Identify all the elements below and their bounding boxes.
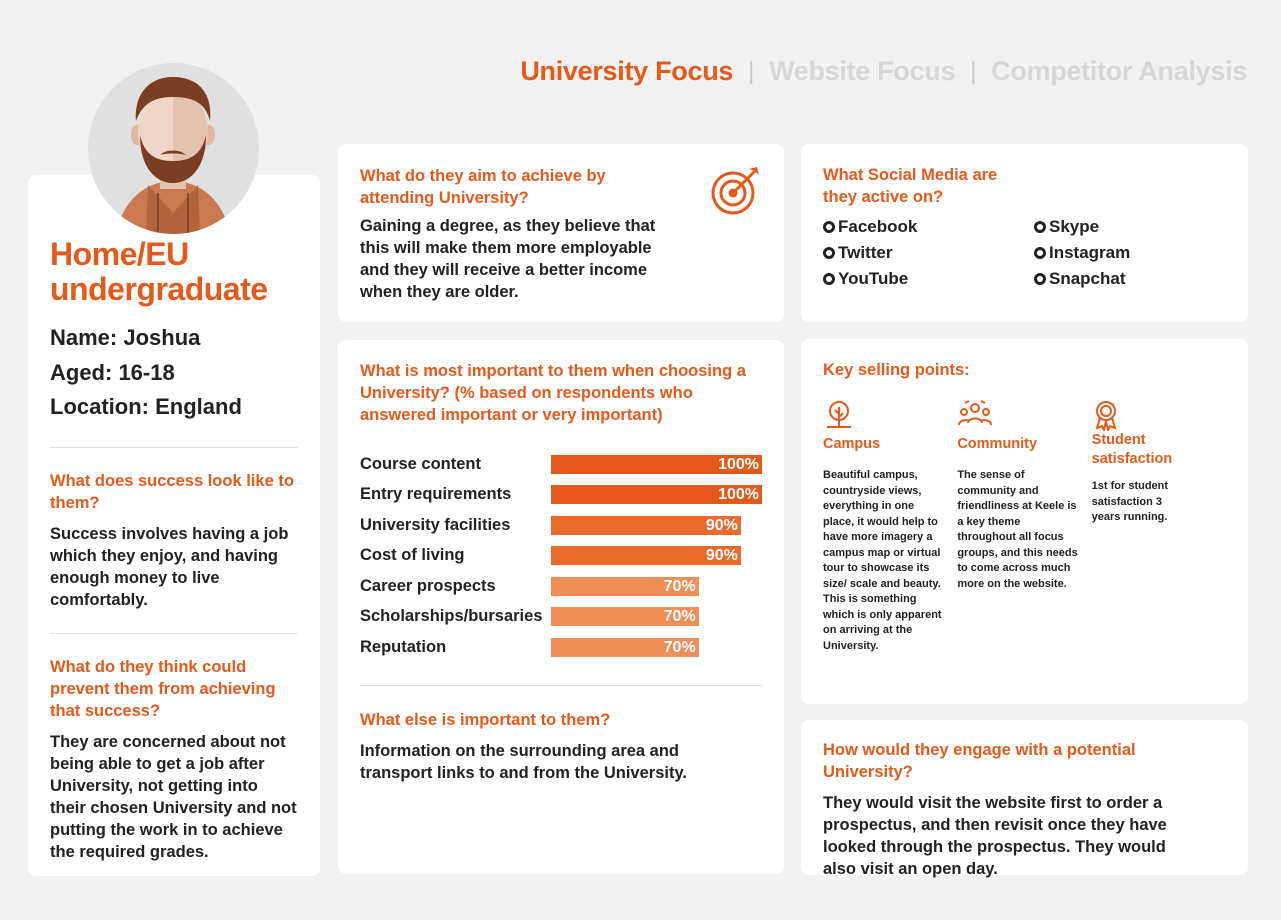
selling-point-title: Student satisfaction xyxy=(1091,432,1173,467)
else-section xyxy=(360,686,762,784)
instagram-icon xyxy=(1034,247,1046,259)
social-label: YouTube xyxy=(838,269,909,288)
importance-question: What is most important to them when choosing a University? (% based on respondents who answered important or very important) xyxy=(360,362,746,424)
prevent-answer: They are concerned about not being able to get a job after University, not getting into their chosen University and not putting the work in to achieve the required grades. xyxy=(50,732,297,861)
bar-row xyxy=(360,632,762,663)
award-icon xyxy=(1092,399,1120,431)
bar-track xyxy=(551,455,762,474)
community-icon xyxy=(957,399,993,431)
tree-icon xyxy=(823,399,855,431)
social-label: Twitter xyxy=(838,243,893,262)
success-answer: Success involves having a job which they enjoy, and having enough money to live comfortably. xyxy=(50,524,289,609)
engage-card xyxy=(801,720,1248,878)
importance-bar-chart xyxy=(360,449,762,663)
bar-label: Career prospects xyxy=(360,576,496,595)
selling-points xyxy=(823,399,1226,654)
importance-card xyxy=(338,340,784,874)
bar-value-label: 70% xyxy=(663,608,696,626)
bar-value-label: 70% xyxy=(663,577,696,595)
bar-label: Entry requirements xyxy=(360,485,512,504)
social-label: Instagram xyxy=(1049,243,1131,262)
else-answer: Information on the surrounding area and transport links to and from the University. xyxy=(360,741,687,782)
bar-row xyxy=(360,480,762,511)
bar-label: University facilities xyxy=(360,515,511,534)
persona-profile-card xyxy=(28,175,320,876)
tab-university-focus[interactable]: University Focus xyxy=(520,56,734,86)
success-section xyxy=(50,448,298,611)
bar-track xyxy=(551,485,762,504)
bar-track xyxy=(551,546,762,565)
bar xyxy=(551,638,699,657)
selling-points-card xyxy=(801,339,1248,704)
social-item xyxy=(1034,268,1234,290)
social-item xyxy=(823,268,1034,290)
persona-age: Aged: 16-18 xyxy=(50,359,175,385)
twitter-icon xyxy=(823,247,835,259)
aim-answer: Gaining a degree, as they believe that this will make them more employable and they will receive a better income when they are older. xyxy=(360,217,656,301)
target-icon xyxy=(708,162,764,218)
selling-point-satisfaction xyxy=(1092,399,1226,654)
success-question: What does success look like to them? xyxy=(50,471,294,512)
aim-question: What do they aim to achieve by attending University? xyxy=(360,167,606,207)
bar-row xyxy=(360,571,762,602)
selling-point-campus xyxy=(823,399,957,654)
bar-row xyxy=(360,510,762,541)
engage-answer: They would visit the website first to order a prospectus, and then revisit once they have looked through the prospectus. They would also visit an open day. xyxy=(823,794,1167,878)
else-question: What else is important to them? xyxy=(360,710,611,729)
selling-point-community xyxy=(957,399,1091,654)
social-item xyxy=(1034,242,1234,264)
persona-name: Name: Joshua xyxy=(50,325,201,350)
social-media-card xyxy=(801,144,1248,322)
bar-label: Cost of living xyxy=(360,546,465,565)
social-list xyxy=(823,216,1226,290)
prevent-section xyxy=(50,634,298,863)
bar xyxy=(551,607,699,626)
nav-separator: | xyxy=(970,57,977,85)
bar xyxy=(551,485,762,504)
bar-row xyxy=(360,449,762,480)
persona-title: Home/EU undergraduate xyxy=(50,236,268,307)
social-item xyxy=(823,216,1034,238)
selling-title: Key selling points: xyxy=(823,361,970,379)
aim-card xyxy=(338,144,784,322)
prevent-question: What do they think could prevent them from achieving that success? xyxy=(50,657,276,720)
bar-track xyxy=(551,638,762,657)
bar-value-label: 90% xyxy=(705,547,738,565)
bar xyxy=(551,516,741,535)
bar-label: Reputation xyxy=(360,637,447,656)
facebook-icon xyxy=(823,221,835,233)
nav-separator: | xyxy=(748,57,755,85)
bar-value-label: 90% xyxy=(705,516,738,534)
social-label: Skype xyxy=(1049,217,1100,236)
selling-point-desc: Beautiful campus, countryside views, everything in one place, it would help to have more imagery a campus map or virtual tour to showcase its size/ scale and beauty. This is something which is only apparent on arriving at the University. xyxy=(823,469,942,652)
selling-point-desc: The sense of community and friendliness at Keele is a key theme throughout all focus groups, and this needs to come across much more on the website. xyxy=(957,469,1078,590)
engage-question: How would they engage with a potential University? xyxy=(823,741,1136,781)
tab-website-focus[interactable]: Website Focus xyxy=(769,56,956,86)
tab-competitor-analysis[interactable]: Competitor Analysis xyxy=(991,56,1247,86)
social-item xyxy=(1034,216,1234,238)
bar-value-label: 100% xyxy=(718,486,759,504)
selling-point-title: Campus xyxy=(823,436,881,452)
bar-track xyxy=(551,577,762,596)
bar-label: Scholarships/bursaries xyxy=(360,607,543,626)
selling-point-desc: 1st for student satisfaction 3 years running. xyxy=(1091,480,1169,523)
youtube-icon xyxy=(823,273,835,285)
bar xyxy=(551,546,741,565)
man-avatar-icon xyxy=(88,63,259,234)
bar-row xyxy=(360,541,762,572)
bar-track xyxy=(551,607,762,626)
selling-point-title: Community xyxy=(957,436,1038,452)
bar xyxy=(551,455,762,474)
social-label: Facebook xyxy=(838,217,918,236)
bar xyxy=(551,577,699,596)
social-item xyxy=(823,242,1034,264)
persona-location: Location: England xyxy=(50,394,242,419)
social-label: Snapchat xyxy=(1049,269,1126,288)
top-nav xyxy=(520,56,1247,87)
bar-row xyxy=(360,602,762,633)
persona-avatar xyxy=(88,63,259,234)
bar-value-label: 100% xyxy=(718,455,759,473)
skype-icon xyxy=(1034,221,1046,233)
bar-track xyxy=(551,516,762,535)
persona-details xyxy=(50,321,298,425)
bar-value-label: 70% xyxy=(663,638,696,656)
bar-label: Course content xyxy=(360,454,482,473)
social-question: What Social Media are they active on? xyxy=(823,166,998,206)
snapchat-icon xyxy=(1034,273,1046,285)
